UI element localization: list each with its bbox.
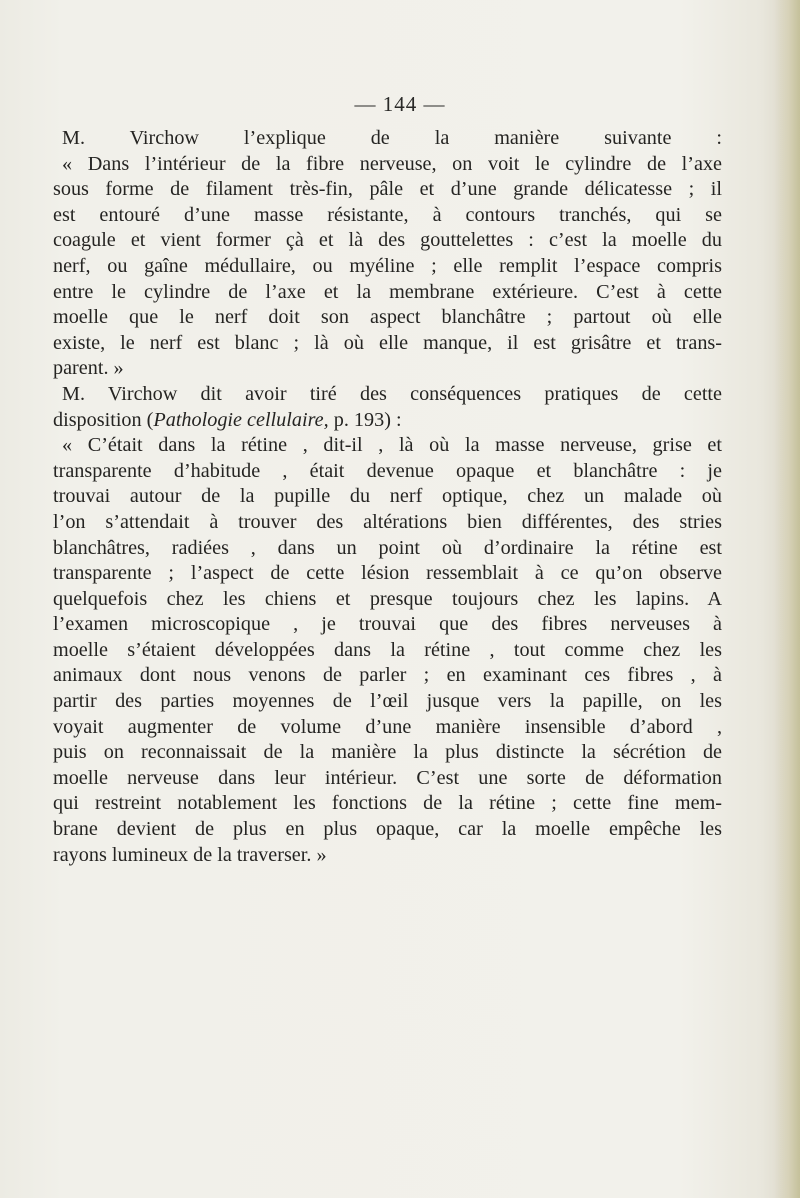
text-line: est entouré d’une masse résistante, à contours tranchés, qui se	[53, 203, 722, 226]
text-line: puis on reconnaissait de la manière la plus distincte la sécrétion de	[53, 741, 722, 764]
text-line: nerf, ou gaîne médullaire, ou myéline ; elle remplit l’espace compris	[53, 254, 722, 277]
text-line-citation	[53, 408, 722, 434]
text-line: sous forme de filament très-fin, pâle et d’une grande délicatesse ; il	[53, 178, 722, 201]
citation-pre: disposition (	[53, 408, 154, 431]
text-line: voyait augmenter de volume d’une manière insensible d’abord ,	[53, 715, 722, 738]
text-line: quelquefois chez les chiens et presque toujours chez les lapins. A	[53, 587, 722, 610]
text-line: moelle nerveuse dans leur intérieur. C’est une sorte de déformation	[53, 766, 722, 789]
text-line: l’examen microscopique , je trouvai que des fibres nerveuses à	[53, 613, 722, 636]
text-line: entre le cylindre de l’axe et la membrane extérieure. C’est à cette	[53, 280, 722, 303]
page-number: — 144 —	[354, 92, 446, 116]
text-line: rayons lumineux de la traverser. »	[53, 843, 327, 866]
text-line: trouvai autour de la pupille du nerf optique, chez un malade où	[53, 485, 722, 508]
text-line: coagule et vient former çà et là des gouttelettes : c’est la moelle du	[53, 229, 722, 252]
body-text	[53, 126, 722, 868]
text-line: M. Virchow l’explique de la manière suivante :	[62, 127, 722, 149]
text-line: brane devient de plus en plus opaque, car la moelle empêche les	[53, 818, 722, 841]
text-line: blanchâtres, radiées , dans un point où d’ordinaire la rétine est	[53, 536, 722, 559]
citation-post: p. 193) :	[328, 408, 402, 431]
text-line: qui restreint notablement les fonctions de la rétine ; cette fine mem-	[53, 792, 722, 815]
text-line: transparente d’habitude , était devenue opaque et blanchâtre : je	[53, 459, 722, 482]
text-line: l’on s’attendait à trouver des altérations bien différentes, des stries	[53, 510, 722, 533]
text-line: parent. »	[53, 357, 124, 380]
text-line: partir des parties moyennes de l’œil jusque vers la papille, on les	[53, 690, 722, 713]
text-line: moelle s’étaient développées dans la rétine , tout comme chez les	[53, 638, 722, 661]
text-line: M. Virchow dit avoir tiré des conséquences pratiques de cette	[62, 382, 722, 405]
page-edge-shadow	[774, 0, 800, 1198]
text-line: transparente ; l’aspect de cette lésion ressemblait à ce qu’on observe	[53, 562, 722, 585]
text-line: « C’était dans la rétine , dit-il , là où la masse nerveuse, grise et	[62, 434, 722, 457]
text-line: existe, le nerf est blanc ; là où elle manque, il est grisâtre et trans-	[53, 331, 722, 354]
text-line: moelle que le nerf doit son aspect blanchâtre ; partout où elle	[53, 306, 722, 329]
citation-title: Pathologie cellulaire,	[153, 408, 329, 431]
text-line: « Dans l’intérieur de la fibre nerveuse, on voit le cylindre de l’axe	[62, 152, 722, 175]
text-line: animaux dont nous venons de parler ; en examinant ces fibres , à	[53, 664, 722, 687]
